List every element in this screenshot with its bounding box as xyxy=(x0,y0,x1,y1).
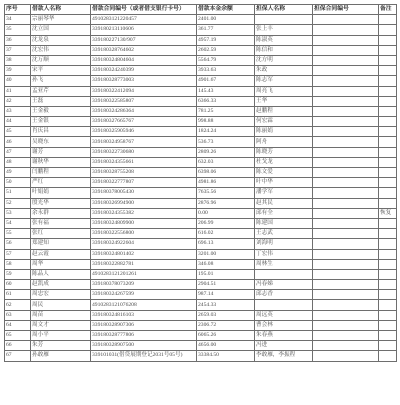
guarantor-name-cell: 李敢雁，李振程 xyxy=(255,351,313,361)
borrower-name-cell: 吴晓东 xyxy=(31,137,91,147)
note-cell xyxy=(379,239,397,249)
guarantee-contract-cell xyxy=(313,117,379,127)
contract-number-cell: 339180324286364 xyxy=(91,106,197,116)
principal-balance-cell: 987.14 xyxy=(197,290,255,300)
row-number-cell: 38 xyxy=(5,55,31,65)
borrower-name-cell: 宋平 xyxy=(31,66,91,76)
row-number-cell: 55 xyxy=(5,229,31,239)
row-number-cell: 56 xyxy=(5,239,31,249)
row-number-cell: 39 xyxy=(5,66,31,76)
note-cell xyxy=(379,137,397,147)
borrower-name-cell: 赵凯成 xyxy=(31,280,91,290)
guarantor-name-cell: 邱志香 xyxy=(255,290,313,300)
guarantee-contract-cell xyxy=(313,239,379,249)
borrower-name-cell: 沈宏伟 xyxy=(31,45,91,55)
guarantor-name-cell: 杜戈龙 xyxy=(255,157,313,167)
contract-number-cell: 339180324355382 xyxy=(91,208,197,218)
row-number-cell: 59 xyxy=(5,269,31,279)
borrower-name-cell: 王磊 xyxy=(31,96,91,106)
table-row xyxy=(5,157,397,167)
borrower-name-cell: 王金毅 xyxy=(31,106,91,116)
contract-number-cell: 339180322882781 xyxy=(91,259,197,269)
note-cell xyxy=(379,66,397,76)
row-number-cell: 64 xyxy=(5,320,31,330)
row-number-cell: 65 xyxy=(5,331,31,341)
note-cell xyxy=(379,117,397,127)
principal-balance-cell: 206.99 xyxy=(197,218,255,228)
guarantee-contract-cell xyxy=(313,280,379,290)
guarantor-name-cell: 沈方明 xyxy=(255,55,313,65)
table-row xyxy=(5,178,397,188)
borrower-name-cell: 郑建知 xyxy=(31,239,91,249)
table-row xyxy=(5,147,397,157)
guarantee-contract-cell xyxy=(313,55,379,65)
note-cell xyxy=(379,198,397,208)
guarantee-contract-cell xyxy=(313,188,379,198)
table-row xyxy=(5,137,397,147)
principal-balance-cell: 195.01 xyxy=(197,269,255,279)
borrower-name-cell: 沈龙泉 xyxy=(31,35,91,45)
principal-balance-cell: 536.73 xyxy=(197,137,255,147)
borrower-name-cell: 孙敢雁 xyxy=(31,351,91,361)
principal-balance-cell: 2809.26 xyxy=(197,147,255,157)
row-number-cell: 34 xyxy=(5,15,31,25)
table-row xyxy=(5,218,397,228)
principal-balance-cell: 145.43 xyxy=(197,86,255,96)
row-number-cell: 63 xyxy=(5,310,31,320)
guarantor-name-cell: 王志武 xyxy=(255,229,313,239)
borrower-name-cell: 王金银 xyxy=(31,117,91,127)
note-cell xyxy=(379,157,397,167)
principal-balance-cell: 2876.96 xyxy=(197,198,255,208)
row-number-cell: 52 xyxy=(5,198,31,208)
guarantee-contract-cell xyxy=(313,35,379,45)
guarantor-name-cell: 刘海明 xyxy=(255,239,313,249)
note-cell xyxy=(379,86,397,96)
contract-number-cell: 4910283121220457 xyxy=(91,15,197,25)
row-number-cell: 43 xyxy=(5,106,31,116)
table-row xyxy=(5,280,397,290)
header-no: 序号 xyxy=(5,5,31,15)
contract-number-cell: 339180322585807 xyxy=(91,96,197,106)
guarantee-contract-cell xyxy=(313,218,379,228)
principal-balance-cell: 0.00 xyxy=(197,208,255,218)
table-row xyxy=(5,259,397,269)
guarantee-contract-cell xyxy=(313,66,379,76)
table-row xyxy=(5,66,397,76)
header-amount: 借款本金余额 xyxy=(197,5,255,15)
note-cell xyxy=(379,147,397,157)
contract-number-cell: 339180325905946 xyxy=(91,127,197,137)
row-number-cell: 36 xyxy=(5,35,31,45)
note-cell xyxy=(379,269,397,279)
principal-balance-cell: 2904.51 xyxy=(197,280,255,290)
contract-number-cell: 339180227130/907 xyxy=(91,35,197,45)
contract-number-cell: 339180324809900 xyxy=(91,218,197,228)
table-row xyxy=(5,239,397,249)
note-cell xyxy=(379,218,397,228)
guarantor-name-cell: 赵其民 xyxy=(255,198,313,208)
contract-number-cell: 339180378005430 xyxy=(91,188,197,198)
contract-number-cell: 339180322556800 xyxy=(91,229,197,239)
principal-balance-cell: 2401.00 xyxy=(197,15,255,25)
principal-balance-cell: 4901.67 xyxy=(197,76,255,86)
guarantor-name-cell: 叶中华 xyxy=(255,178,313,188)
contract-number-cell: 339180322730680 xyxy=(91,147,197,157)
row-number-cell: 40 xyxy=(5,76,31,86)
row-number-cell: 58 xyxy=(5,259,31,269)
guarantor-name-cell: 陈志军 xyxy=(255,76,313,86)
note-cell: 恢复 xyxy=(379,208,397,218)
note-cell xyxy=(379,106,397,116)
table-row xyxy=(5,310,397,320)
guarantor-name-cell: 王华 xyxy=(255,96,313,106)
guarantor-name-cell: 朱春燕 xyxy=(255,331,313,341)
row-number-cell: 37 xyxy=(5,45,31,55)
note-cell xyxy=(379,290,397,300)
borrower-name-cell: 周忠宏 xyxy=(31,290,91,300)
borrower-name-cell: 谢芳 xyxy=(31,147,91,157)
contract-number-cell: 339180327665767 xyxy=(91,117,197,127)
table-row xyxy=(5,25,397,35)
principal-balance-cell: 3933.63 xyxy=(197,66,255,76)
note-cell xyxy=(379,249,397,259)
note-cell xyxy=(379,76,397,86)
principal-balance-cell: 346.08 xyxy=(197,259,255,269)
row-number-cell: 51 xyxy=(5,188,31,198)
table-row xyxy=(5,341,397,351)
header-borrower: 借款人名称 xyxy=(31,5,91,15)
principal-balance-cell: 781.25 xyxy=(197,106,255,116)
guarantee-contract-cell xyxy=(313,127,379,137)
note-cell xyxy=(379,229,397,239)
header-note: 备注 xyxy=(379,5,397,15)
guarantor-name-cell: 何宏霖 xyxy=(255,117,313,127)
borrower-name-cell: 张有福 xyxy=(31,218,91,228)
contract-number-cell: 339180328755208 xyxy=(91,168,197,178)
borrower-name-cell: 谢秋华 xyxy=(31,157,91,167)
principal-balance-cell: 6065.26 xyxy=(197,331,255,341)
borrower-name-cell: 严红 xyxy=(31,178,91,188)
guarantee-contract-cell xyxy=(313,269,379,279)
table-row xyxy=(5,55,397,65)
principal-balance-cell: 616.02 xyxy=(197,229,255,239)
guarantor-name-cell: 冯春娣 xyxy=(255,280,313,290)
row-number-cell: 49 xyxy=(5,168,31,178)
guarantor-name-cell: 周林生 xyxy=(255,259,313,269)
contract-number-cell: 4910283121201261 xyxy=(91,269,197,279)
table-row xyxy=(5,229,397,239)
guarantee-contract-cell xyxy=(313,178,379,188)
note-cell xyxy=(379,259,397,269)
guarantee-contract-cell xyxy=(313,15,379,25)
borrower-name-cell: 周民 xyxy=(31,300,91,310)
row-number-cell: 47 xyxy=(5,147,31,157)
borrower-name-cell: 赵云霞 xyxy=(31,249,91,259)
row-number-cell: 45 xyxy=(5,127,31,137)
row-number-cell: 50 xyxy=(5,178,31,188)
table-row xyxy=(5,168,397,178)
row-number-cell: 46 xyxy=(5,137,31,147)
guarantee-contract-cell xyxy=(313,45,379,55)
principal-balance-cell: 6398.06 xyxy=(197,168,255,178)
principal-balance-cell: 998.88 xyxy=(197,117,255,127)
guarantee-contract-cell xyxy=(313,351,379,361)
table-row xyxy=(5,106,397,116)
guarantor-name-cell: 张上丰 xyxy=(255,25,313,35)
row-number-cell: 44 xyxy=(5,117,31,127)
guarantor-name-cell: 周远英 xyxy=(255,310,313,320)
guarantee-contract-cell xyxy=(313,168,379,178)
header-guarantor: 担保人名称 xyxy=(255,5,313,15)
principal-balance-cell: 4656.00 xyxy=(197,341,255,351)
guarantee-contract-cell xyxy=(313,106,379,116)
row-number-cell: 54 xyxy=(5,218,31,228)
guarantor-name-cell: 丁宏伟 xyxy=(255,249,313,259)
principal-balance-cell: 5564.79 xyxy=(197,55,255,65)
table-row xyxy=(5,96,397,106)
header-guarantee-contract: 担保合同编号 xyxy=(313,5,379,15)
header-contract: 借款合同编号（或者借支银行卡号） xyxy=(91,5,197,15)
principal-balance-cell: 2306.72 xyxy=(197,320,255,330)
note-cell xyxy=(379,168,397,178)
row-number-cell: 41 xyxy=(5,86,31,96)
contract-number-cell: 339180328907500 xyxy=(91,341,197,351)
principal-balance-cell: 33384.50 xyxy=(197,351,255,361)
table-header-row xyxy=(5,5,397,15)
guarantee-contract-cell xyxy=(313,310,379,320)
contract-number-cell: 339180324922604 xyxy=(91,239,197,249)
borrower-name-cell: 余永群 xyxy=(31,208,91,218)
guarantor-name-cell: 赵鹏程 xyxy=(255,106,313,116)
note-cell xyxy=(379,341,397,351)
row-number-cell: 60 xyxy=(5,280,31,290)
principal-balance-cell: 632.03 xyxy=(197,157,255,167)
borrower-name-cell: 朱芳 xyxy=(31,341,91,351)
principal-balance-cell: 3201.00 xyxy=(197,249,255,259)
guarantor-name-cell: 曹会林 xyxy=(255,320,313,330)
borrower-name-cell: 殷光华 xyxy=(31,198,91,208)
table-row xyxy=(5,351,397,361)
note-cell xyxy=(379,25,397,35)
guarantor-name-cell: 陈丽娟 xyxy=(255,127,313,137)
note-cell xyxy=(379,127,397,137)
table-row xyxy=(5,290,397,300)
contract-number-cell: 339180322412094 xyxy=(91,86,197,96)
guarantee-contract-cell xyxy=(313,86,379,96)
note-cell xyxy=(379,55,397,65)
guarantor-name-cell: 潘学军 xyxy=(255,188,313,198)
row-number-cell: 42 xyxy=(5,96,31,106)
table-row xyxy=(5,249,397,259)
contract-number-cell: 339180324240399 xyxy=(91,66,197,76)
principal-balance-cell: 2454.33 xyxy=(197,300,255,310)
borrower-name-cell: 张红 xyxy=(31,229,91,239)
guarantee-contract-cell xyxy=(313,331,379,341)
guarantor-name-cell: 陈建国 xyxy=(255,218,313,228)
guarantee-contract-cell xyxy=(313,96,379,106)
guarantor-name-cell: 陈文爱 xyxy=(255,168,313,178)
borrower-name-cell: 孟亚芹 xyxy=(31,86,91,96)
principal-balance-cell: 361.77 xyxy=(197,25,255,35)
principal-balance-cell: 7635.56 xyxy=(197,188,255,198)
table-row xyxy=(5,188,397,198)
row-number-cell: 61 xyxy=(5,290,31,300)
guarantor-name-cell: 周亮飞 xyxy=(255,86,313,96)
borrower-name-cell: 周小平 xyxy=(31,331,91,341)
contract-number-cell: 339180322777807 xyxy=(91,178,197,188)
table-row xyxy=(5,269,397,279)
note-cell xyxy=(379,310,397,320)
contract-number-cell: 339180378073209 xyxy=(91,280,197,290)
guarantee-contract-cell xyxy=(313,157,379,167)
borrower-name-cell: 孙飞 xyxy=(31,76,91,86)
loan-table-sheet xyxy=(4,4,396,362)
note-cell xyxy=(379,178,397,188)
table-row xyxy=(5,300,397,310)
guarantee-contract-cell xyxy=(313,300,379,310)
guarantee-contract-cell xyxy=(313,76,379,86)
borrower-name-cell: 陈品人 xyxy=(31,269,91,279)
principal-balance-cell: 2602.59 xyxy=(197,45,255,55)
guarantee-contract-cell xyxy=(313,198,379,208)
guarantor-name-cell: 朱政 xyxy=(255,66,313,76)
contract-number-cell: 339180324804604 xyxy=(91,55,197,65)
row-number-cell: 57 xyxy=(5,249,31,259)
loan-table xyxy=(4,4,397,362)
principal-balance-cell: 6366.33 xyxy=(197,96,255,106)
table-row xyxy=(5,15,397,25)
guarantor-name-cell: 冯进 xyxy=(255,341,313,351)
table-row xyxy=(5,198,397,208)
guarantee-contract-cell xyxy=(313,320,379,330)
note-cell xyxy=(379,96,397,106)
row-number-cell: 67 xyxy=(5,351,31,361)
guarantee-contract-cell xyxy=(313,341,379,351)
contract-number-cell: 339180324816103 xyxy=(91,310,197,320)
guarantor-name-cell: 陈信和 xyxy=(255,45,313,55)
table-row xyxy=(5,86,397,96)
row-number-cell: 66 xyxy=(5,341,31,351)
table-row xyxy=(5,45,397,55)
note-cell xyxy=(379,351,397,361)
borrower-name-cell: 周华 xyxy=(31,259,91,269)
table-row xyxy=(5,320,397,330)
table-row xyxy=(5,35,397,45)
guarantor-name-cell: 陈晓芳 xyxy=(255,147,313,157)
borrower-name-cell: 叶娟娟 xyxy=(31,188,91,198)
borrower-name-cell: 闫鹏程 xyxy=(31,168,91,178)
table-row xyxy=(5,127,397,137)
contract-number-cell: 339180324355661 xyxy=(91,157,197,167)
table-row xyxy=(5,76,397,86)
guarantee-contract-cell xyxy=(313,147,379,157)
contract-number-cell: 339180324267599 xyxy=(91,290,197,300)
table-row xyxy=(5,208,397,218)
contract-number-cell: 339180328764602 xyxy=(91,45,197,55)
row-number-cell: 48 xyxy=(5,157,31,167)
principal-balance-cell: 2659.03 xyxy=(197,310,255,320)
row-number-cell: 62 xyxy=(5,300,31,310)
principal-balance-cell: 696.13 xyxy=(197,239,255,249)
contract-number-cell: 339101031(借贷展期登记2031号05号) xyxy=(91,351,197,361)
guarantor-name-cell: 邱有全 xyxy=(255,208,313,218)
note-cell xyxy=(379,35,397,45)
note-cell xyxy=(379,300,397,310)
contract-number-cell: 339180324801402 xyxy=(91,249,197,259)
contract-number-cell: 4910283121076208 xyxy=(91,300,197,310)
borrower-name-cell: 肖庆昌 xyxy=(31,127,91,137)
contract-number-cell: 339180328777806 xyxy=(91,331,197,341)
guarantor-name-cell xyxy=(255,300,313,310)
guarantee-contract-cell xyxy=(313,259,379,269)
guarantee-contract-cell xyxy=(313,25,379,35)
principal-balance-cell: 1824.24 xyxy=(197,127,255,137)
borrower-name-cell: 沈万顺 xyxy=(31,55,91,65)
guarantee-contract-cell xyxy=(313,208,379,218)
note-cell xyxy=(379,45,397,55)
note-cell xyxy=(379,280,397,290)
guarantee-contract-cell xyxy=(313,249,379,259)
contract-number-cell: 339180328773003 xyxy=(91,76,197,86)
contract-number-cell: 339180328907306 xyxy=(91,320,197,330)
contract-number-cell: 339180326994900 xyxy=(91,198,197,208)
guarantor-name-cell xyxy=(255,269,313,279)
principal-balance-cell: 4957.19 xyxy=(197,35,255,45)
row-number-cell: 35 xyxy=(5,25,31,35)
note-cell xyxy=(379,188,397,198)
guarantor-name-cell xyxy=(255,15,313,25)
table-row xyxy=(5,117,397,127)
note-cell xyxy=(379,331,397,341)
contract-number-cell: 339180213110606 xyxy=(91,25,197,35)
guarantor-name-cell: 陈淑英 xyxy=(255,35,313,45)
note-cell xyxy=(379,320,397,330)
borrower-name-cell: 宗丽琴华 xyxy=(31,15,91,25)
borrower-name-cell: 周苗 xyxy=(31,310,91,320)
principal-balance-cell: 4981.86 xyxy=(197,178,255,188)
guarantee-contract-cell xyxy=(313,137,379,147)
row-number-cell: 53 xyxy=(5,208,31,218)
guarantee-contract-cell xyxy=(313,229,379,239)
guarantor-name-cell: 阿舟 xyxy=(255,137,313,147)
borrower-name-cell: 周文才 xyxy=(31,320,91,330)
borrower-name-cell: 沈立国 xyxy=(31,25,91,35)
table-row xyxy=(5,331,397,341)
guarantee-contract-cell xyxy=(313,290,379,300)
contract-number-cell: 339180324958767 xyxy=(91,137,197,147)
note-cell xyxy=(379,15,397,25)
